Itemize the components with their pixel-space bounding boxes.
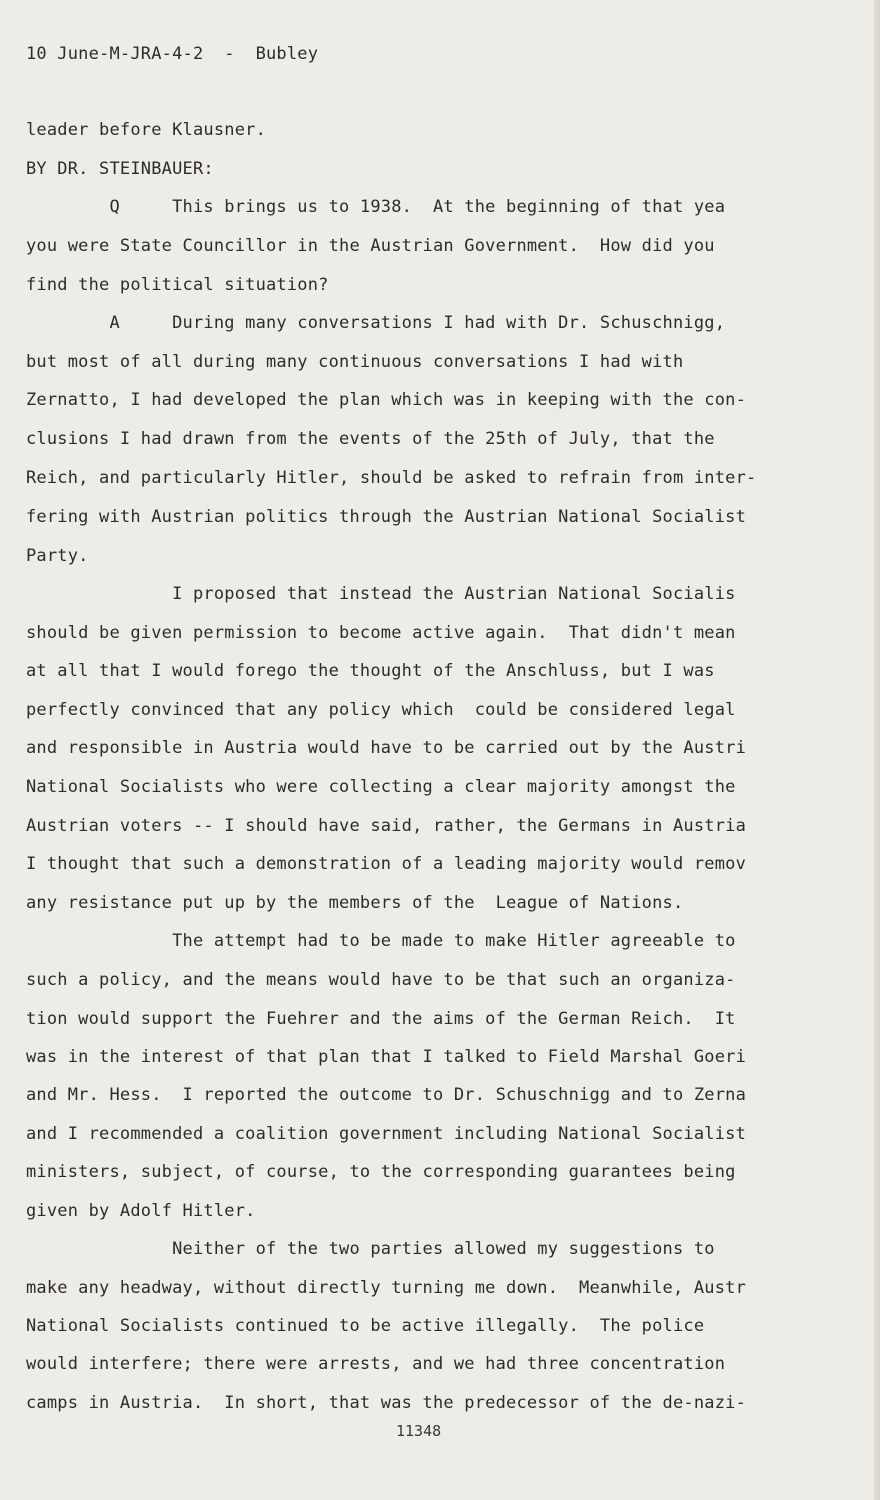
- text-line: A During many conversations I had with Dr. Schuschnigg,: [26, 313, 726, 333]
- page-number: 11348: [396, 1422, 442, 1440]
- text-line: make any headway, without directly turning me down. Meanwhile, Austr: [26, 1278, 747, 1298]
- text-line: camps in Austria. In short, that was the predecessor of the de-nazi-: [26, 1393, 747, 1413]
- text-line: given by Adolf Hitler.: [26, 1201, 256, 1221]
- text-line: fering with Austrian politics through the Austrian National Socialist: [26, 507, 747, 527]
- text-line: but most of all during many continuous conversations I had with: [26, 352, 684, 372]
- text-line: would interfere; there were arrests, and we had three concentration: [26, 1354, 726, 1374]
- text-line: Austrian voters -- I should have said, rather, the Germans in Austria: [26, 816, 747, 836]
- text-line: leader before Klausner.: [26, 120, 267, 140]
- text-line: such a policy, and the means would have to be that such an organiza-: [26, 970, 736, 990]
- text-line: ministers, subject, of course, to the corresponding guarantees being: [26, 1162, 736, 1182]
- text-line: and responsible in Austria would have to be carried out by the Austri: [26, 738, 747, 758]
- text-line: Reich, and particularly Hitler, should be asked to refrain from inter-: [26, 468, 757, 488]
- text-line: I proposed that instead the Austrian National Socialis: [26, 584, 736, 604]
- text-line: any resistance put up by the members of the League of Nations.: [26, 893, 684, 913]
- text-line: National Socialists who were collecting a clear majority amongst the: [26, 777, 736, 797]
- text-line: find the political situation?: [26, 275, 329, 295]
- text-line: clusions I had drawn from the events of the 25th of July, that the: [26, 429, 715, 449]
- text-line: Q This brings us to 1938. At the beginning of that yea: [26, 197, 726, 217]
- text-line: I thought that such a demonstration of a leading majority would remov: [26, 854, 747, 874]
- page-edge: [874, 0, 880, 1500]
- text-line: and I recommended a coalition government including National Socialist: [26, 1124, 747, 1144]
- text-line: should be given permission to become active again. That didn't mean: [26, 623, 736, 643]
- text-line: National Socialists continued to be active illegally. The police: [26, 1316, 705, 1336]
- text-line: was in the interest of that plan that I talked to Field Marshal Goeri: [26, 1047, 747, 1067]
- text-line: you were State Councillor in the Austrian Government. How did you: [26, 236, 715, 256]
- text-line: Zernatto, I had developed the plan which was in keeping with the con-: [26, 390, 747, 410]
- text-line: and Mr. Hess. I reported the outcome to Dr. Schuschnigg and to Zerna: [26, 1085, 747, 1105]
- document-header: 10 June-M-JRA-4-2 - Bubley: [26, 44, 319, 64]
- text-line: at all that I would forego the thought of the Anschluss, but I was: [26, 661, 715, 681]
- text-line: Party.: [26, 546, 89, 566]
- text-line: The attempt had to be made to make Hitler agreeable to: [26, 931, 736, 951]
- text-line: perfectly convinced that any policy which could be considered legal: [26, 700, 736, 720]
- text-line: BY DR. STEINBAUER:: [26, 159, 214, 179]
- text-line: tion would support the Fuehrer and the aims of the German Reich. It: [26, 1009, 736, 1029]
- text-line: Neither of the two parties allowed my suggestions to: [26, 1239, 715, 1259]
